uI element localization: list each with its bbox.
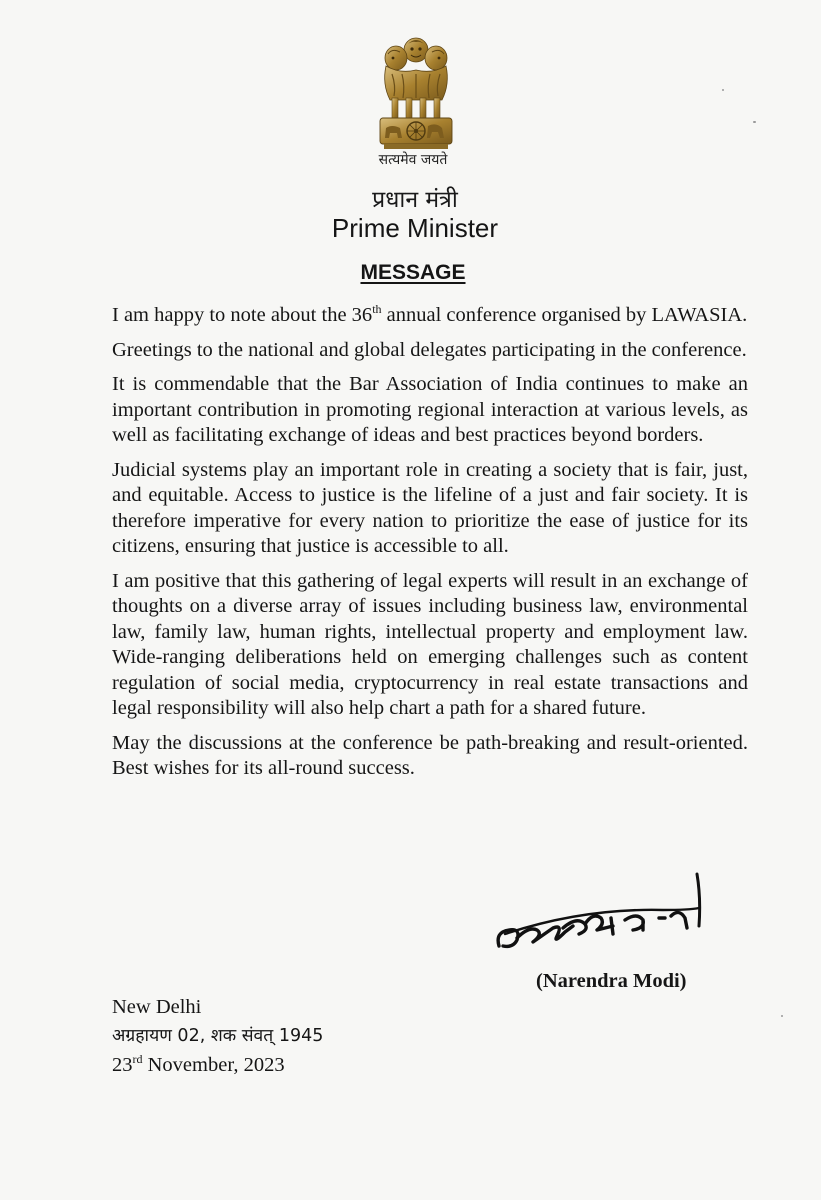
paragraph-5: I am positive that this gathering of legal experts will result in an exchange of thoughts on a diverse array of issues including business law, environmental law, family law, human rights, intellectual property and employment law. Wide-ranging deliberations held on emerging challenges such as content regulation of social media, cryptocurrency in real estate transactions and legal responsibility will also help chart a path for a shared future. bbox=[112, 569, 748, 719]
office-title-hindi: प्रधान मंत्री bbox=[372, 187, 458, 213]
paper-speck bbox=[753, 121, 756, 123]
message-heading: MESSAGE bbox=[360, 261, 466, 284]
handwritten-signature-icon bbox=[493, 868, 715, 960]
paper-speck bbox=[722, 89, 724, 91]
letter-footer bbox=[112, 993, 323, 1080]
signatory-name: (Narendra Modi) bbox=[536, 970, 687, 992]
paragraph-3: It is commendable that the Bar Association of India continues to make an important contribution in promoting regional interaction at various levels, as well as facilitating exchange of ideas and best practices beyond borders. bbox=[112, 373, 748, 446]
national-motto: सत्यमेव जयते bbox=[378, 152, 448, 168]
paragraph-4: Judicial systems play an important role in creating a society that is fair, just, and equitable. Access to justice is the lifeline of a just and fair society. It is therefore imperative for every nation to prioritize the ease of justice for its citizens, ensuring that justice is accessible to all. bbox=[112, 458, 748, 557]
paragraph-1: I am happy to note about the 36th annual conference organised by LAWASIA. bbox=[112, 302, 748, 326]
message-body bbox=[112, 303, 748, 791]
paper-speck bbox=[781, 1015, 783, 1017]
hindi-date: अग्रहायण 02, शक संवत् 1945 bbox=[112, 1026, 324, 1046]
office-title-english: Prime Minister bbox=[331, 213, 499, 243]
place: New Delhi bbox=[112, 996, 202, 1018]
paragraph-6: May the discussions at the conference be path-breaking and result-oriented. Best wishes for its all-round success. bbox=[112, 731, 748, 779]
state-emblem-icon bbox=[372, 34, 460, 160]
paragraph-2: Greetings to the national and global delegates participating in the conference. bbox=[112, 338, 747, 361]
gregorian-date: 23rd November, 2023 bbox=[112, 1052, 285, 1076]
